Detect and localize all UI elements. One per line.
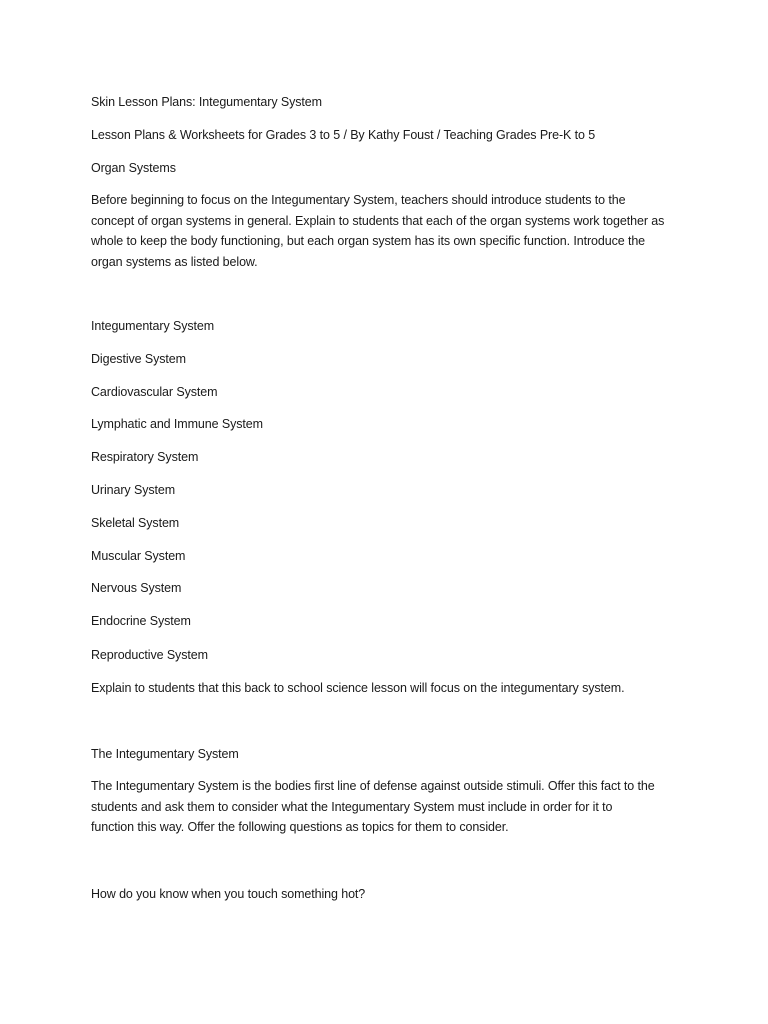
- intro-line: Before beginning to focus on the Integumentary System, teachers should introduce students to the: [91, 193, 626, 207]
- paragraph-line: The Integumentary System is the bodies first line of defense against outside stimuli. Offer this fact to the: [91, 779, 655, 793]
- question-text: How do you know when you touch something hot?: [91, 887, 366, 901]
- list-item: Integumentary System: [91, 319, 215, 333]
- integumentary-paragraph: [91, 776, 691, 838]
- intro-line: organ systems as listed below.: [91, 254, 258, 269]
- list-item: Digestive System: [91, 352, 186, 366]
- list-item: Skeletal System: [91, 516, 180, 530]
- intro-line: concept of organ systems in general. Explain to students that each of the organ systems work together as: [91, 213, 665, 228]
- list-item: Lymphatic and Immune System: [91, 417, 263, 431]
- document-title: Skin Lesson Plans: Integumentary System: [91, 95, 322, 109]
- section-heading-organ-systems: Organ Systems: [91, 161, 176, 175]
- paragraph-line: function this way. Offer the following questions as topics for them to consider.: [91, 820, 509, 834]
- list-item: Muscular System: [91, 549, 186, 563]
- list-item: Urinary System: [91, 483, 176, 497]
- list-item: Cardiovascular System: [91, 385, 218, 399]
- paragraph-line: students and ask them to consider what the Integumentary System must include in order for it to: [91, 799, 613, 814]
- list-item: Endocrine System: [91, 614, 191, 628]
- explain-text: Explain to students that this back to school science lesson will focus on the integumentary system.: [91, 681, 625, 695]
- list-item: Nervous System: [91, 581, 182, 595]
- section-heading-integumentary: The Integumentary System: [91, 747, 239, 761]
- list-item: Reproductive System: [91, 648, 208, 662]
- intro-paragraph: [91, 190, 691, 272]
- intro-line: whole to keep the body functioning, but each organ system has its own specific function. Introduce the: [91, 234, 646, 248]
- byline: Lesson Plans & Worksheets for Grades 3 to 5 / By Kathy Foust / Teaching Grades Pre-K to 5: [91, 128, 596, 142]
- list-item: Respiratory System: [91, 450, 199, 464]
